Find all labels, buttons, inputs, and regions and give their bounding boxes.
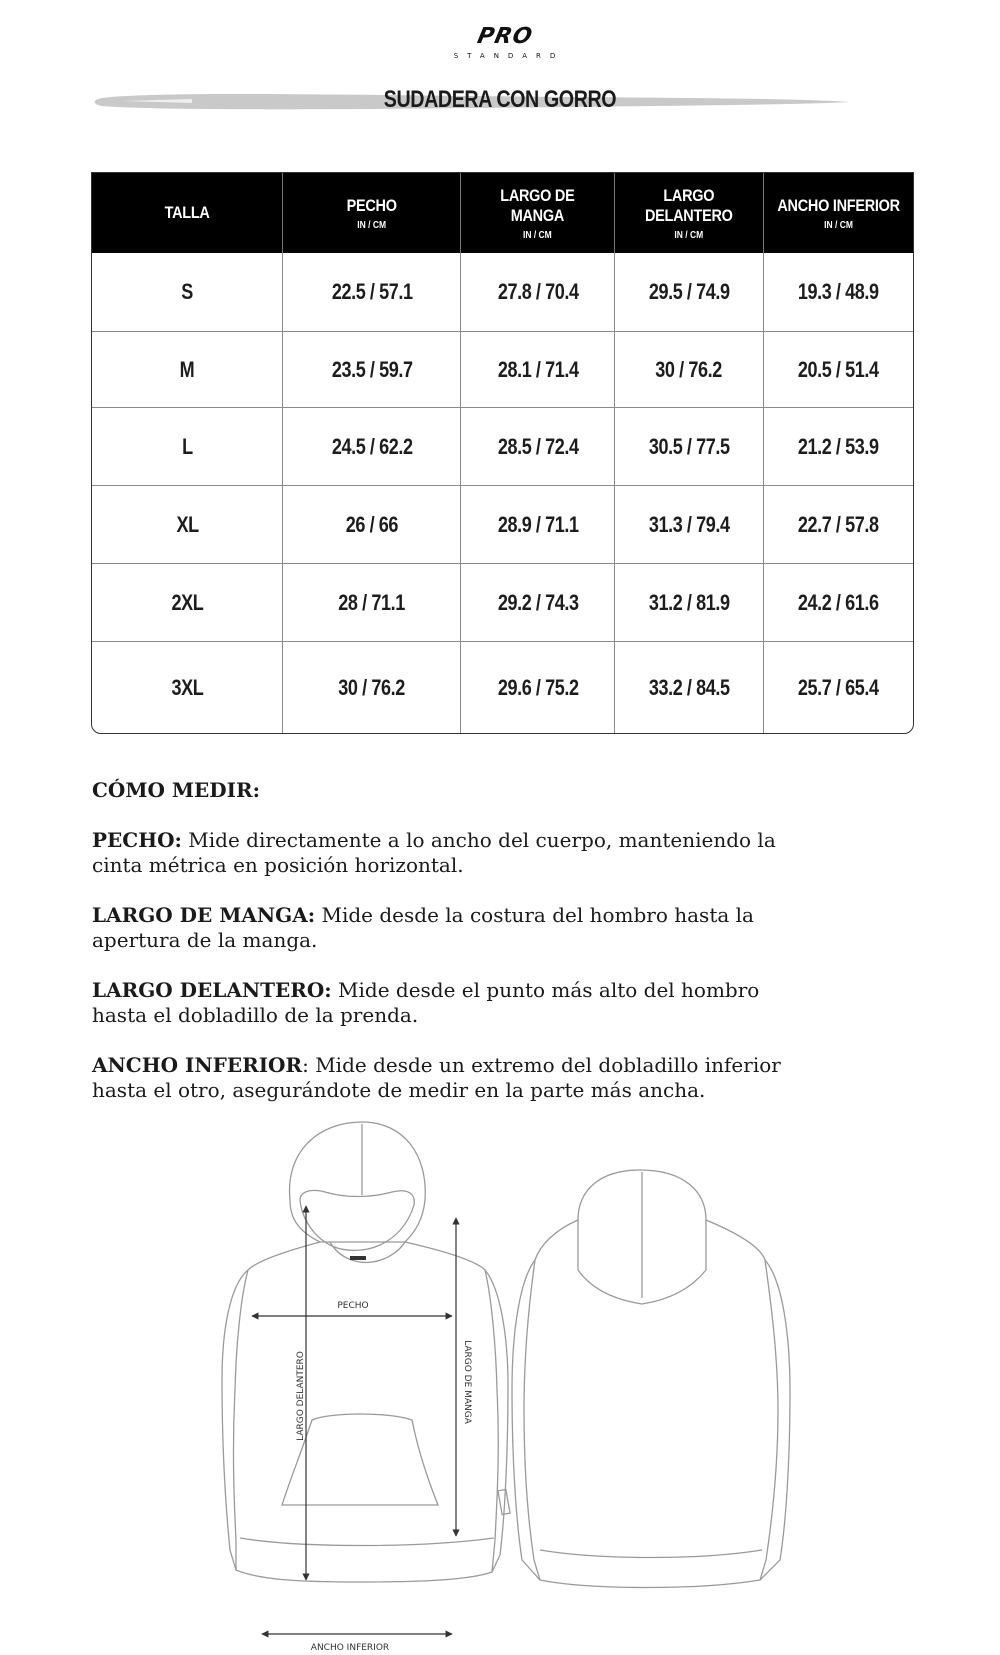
table-row (92, 642, 913, 733)
column-header-sleeve-length: LARGO DE MANGA IN / CM (461, 173, 615, 253)
table-cell: 28 / 71.1 (283, 564, 461, 642)
measure-term: ANCHO INFERIOR (92, 1053, 303, 1077)
table-header-row (92, 173, 913, 253)
column-header-chest: PECHO IN / CM (283, 173, 461, 253)
label-sleeve-length: LARGO DE MANGA (462, 1340, 472, 1424)
table-cell: 23.5 / 59.7 (283, 332, 461, 408)
hoodie-back-illustration (512, 1170, 790, 1588)
measure-item-front-length (92, 978, 792, 1028)
table-cell: 22.7 / 57.8 (763, 486, 913, 564)
table-cell: 31.3 / 79.4 (615, 486, 764, 564)
brand-logo (440, 26, 570, 66)
table-cell: 24.5 / 62.2 (283, 408, 461, 486)
page-title: SUDADERA CON GORRO (383, 86, 617, 113)
table-cell: 26 / 66 (283, 486, 461, 564)
table-cell: 2XL (92, 564, 283, 642)
table-row (92, 486, 913, 564)
table-cell: 29.5 / 74.9 (615, 253, 764, 332)
column-header-bottom-width: ANCHO INFERIOR IN / CM (763, 173, 913, 253)
table-cell: 19.3 / 48.9 (763, 253, 913, 332)
measure-item-bottom-width (92, 1053, 792, 1103)
table-row (92, 564, 913, 642)
table-cell: XL (92, 486, 283, 564)
table-row (92, 332, 913, 408)
measure-text: : Mide desde un extremo del dobladillo inferior hasta el otro, asegurándote de medir en la parte más ancha. (92, 1053, 781, 1102)
table-cell: 20.5 / 51.4 (763, 332, 913, 408)
table-cell: 30 / 76.2 (615, 332, 764, 408)
measure-text: Mide desde la costura del hombro hasta la apertura de la manga. (92, 903, 754, 952)
table-cell: 30 / 76.2 (283, 642, 461, 733)
table-cell: M (92, 332, 283, 408)
table-cell: 28.1 / 71.4 (461, 332, 615, 408)
hoodie-measurement-diagram (0, 1120, 1000, 1655)
measure-item-chest (92, 828, 792, 878)
column-header-front-length: LARGO DELANTERO IN / CM (615, 173, 764, 253)
table-cell: 29.6 / 75.2 (461, 642, 615, 733)
table-cell: 29.2 / 74.3 (461, 564, 615, 642)
brand-name: PRO (475, 24, 536, 49)
label-front-length: LARGO DELANTERO (296, 1351, 306, 1441)
table-cell: L (92, 408, 283, 486)
measure-item-sleeve-length (92, 903, 792, 953)
measure-term: PECHO: (92, 828, 182, 852)
measurement-lines (252, 1206, 456, 1634)
table-cell: 33.2 / 84.5 (615, 642, 764, 733)
table-cell: 3XL (92, 642, 283, 733)
table-cell: 31.2 / 81.9 (615, 564, 764, 642)
table-cell: 22.5 / 57.1 (283, 253, 461, 332)
label-bottom-width: ANCHO INFERIOR (310, 1643, 390, 1653)
table-cell: 25.7 / 65.4 (798, 674, 879, 700)
measure-term: LARGO DELANTERO: (92, 978, 332, 1002)
brand-subtitle: STANDARD (453, 52, 565, 60)
table-cell: 28.9 / 71.1 (461, 486, 615, 564)
how-to-measure-section (92, 778, 792, 1128)
table-row (92, 253, 913, 332)
measure-term: LARGO DE MANGA: (92, 903, 316, 927)
table-cell: 21.2 / 53.9 (763, 408, 913, 486)
table-cell: 24.2 / 61.6 (763, 564, 913, 642)
measure-text: Mide desde el punto más alto del hombro hasta el dobladillo de la prenda. (92, 978, 760, 1027)
label-chest: PECHO (337, 1301, 369, 1311)
size-table (91, 172, 914, 734)
table-row (92, 408, 913, 486)
table-cell: 28.5 / 72.4 (461, 408, 615, 486)
table-cell: S (92, 253, 283, 332)
measure-text: Mide directamente a lo ancho del cuerpo, manteniendo la cinta métrica en posición horizontal. (92, 828, 776, 877)
how-to-measure-heading: CÓMO MEDIR: (92, 778, 260, 802)
table-cell: 30.5 / 77.5 (615, 408, 764, 486)
table-cell: 27.8 / 70.4 (461, 253, 615, 332)
column-header-size: TALLA (92, 173, 283, 253)
